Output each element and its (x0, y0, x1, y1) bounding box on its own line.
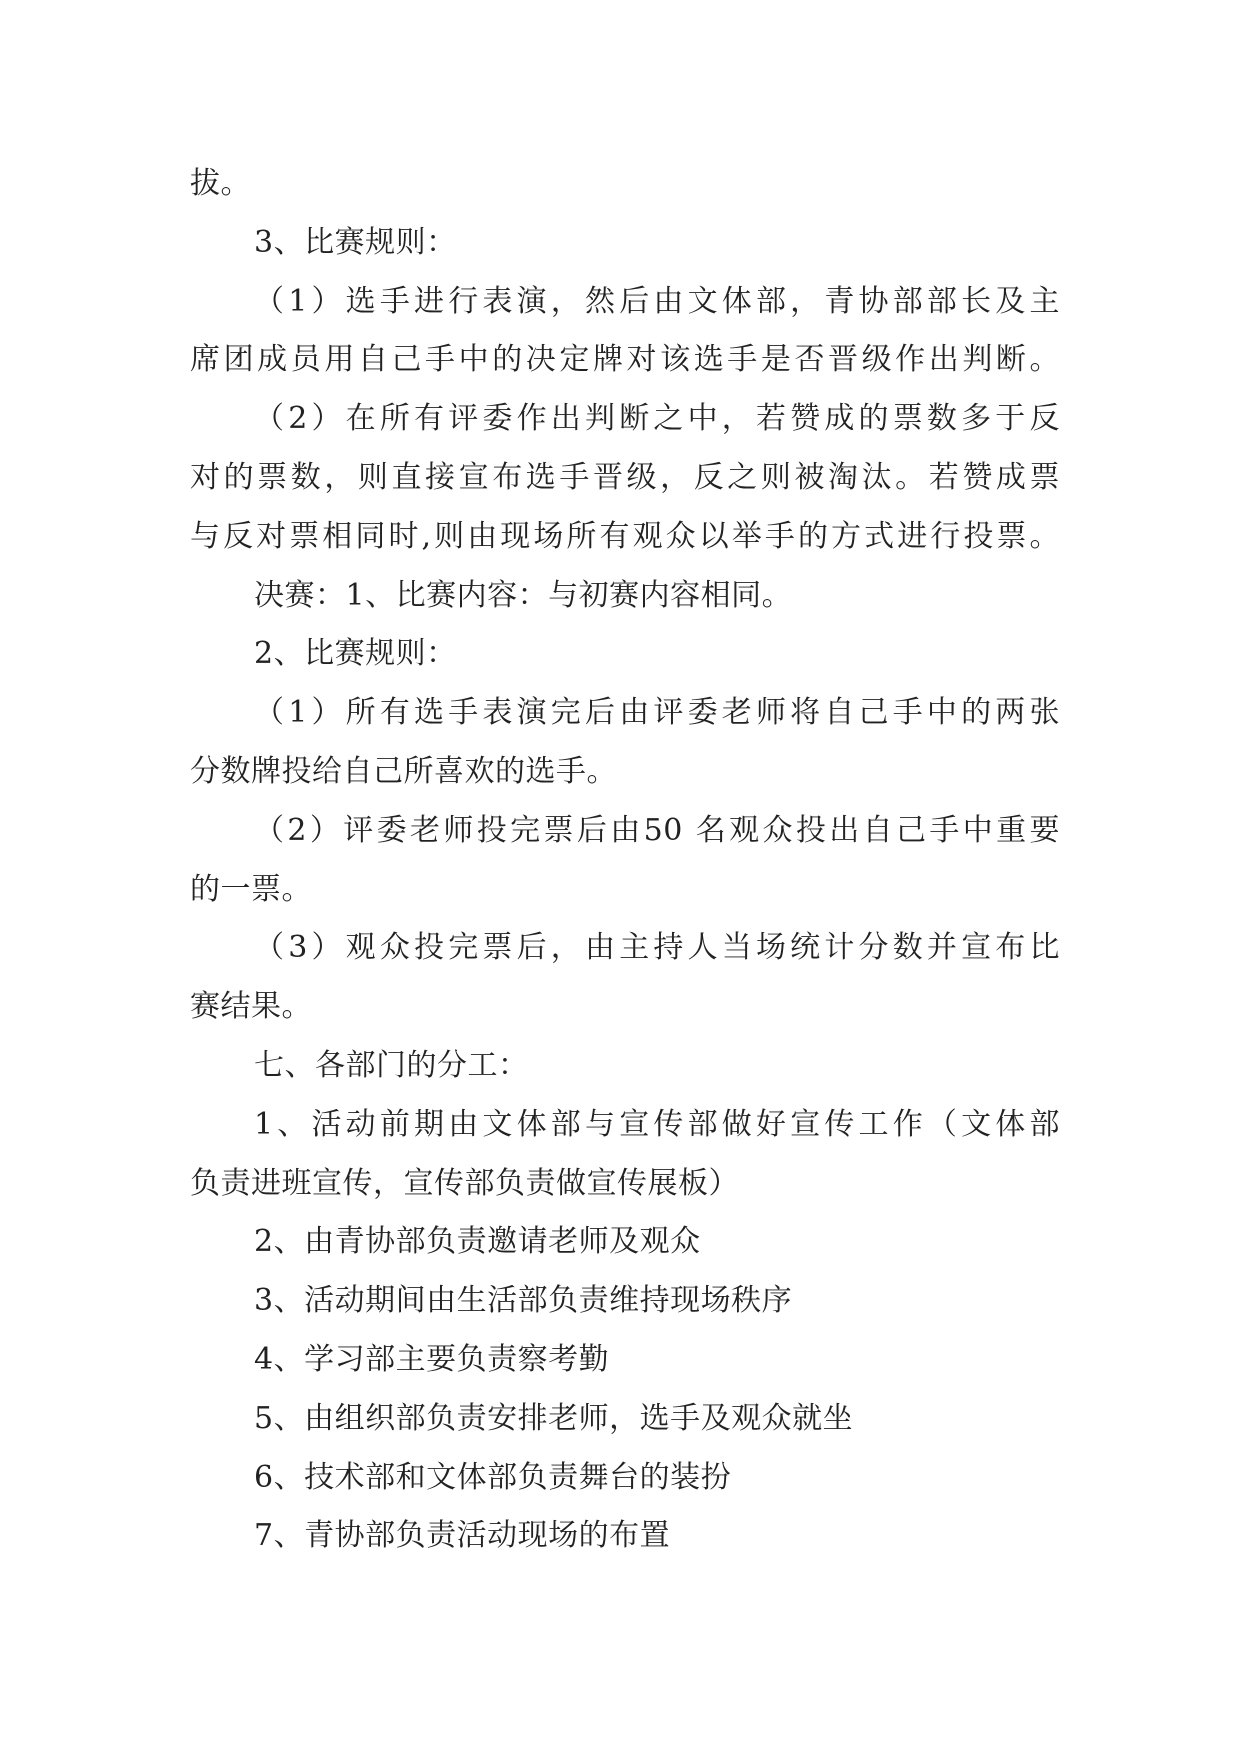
document-body (190, 155, 1060, 1566)
text-line: 1、活动前期由文体部与宣传部做好宣传工作（文体部 (254, 1106, 1060, 1142)
text-line: 4、学习部主要负责察考勤 (254, 1341, 610, 1377)
text-line: 3、比赛规则： (254, 224, 457, 260)
text-line: 决赛：1、比赛内容：与初赛内容相同。 (254, 577, 793, 613)
text-line: （2）评委老师投完票后由50 名观众投出自己手中重要 (254, 812, 1060, 848)
text-line: 赛结果。 (190, 989, 312, 1025)
text-line: （3）观众投完票后，由主持人当场统计分数并宣布比 (254, 930, 1060, 966)
text-line: 5、由组织部负责安排老师，选手及观众就坐 (254, 1400, 854, 1436)
text-line: 的一票。 (190, 871, 312, 907)
text-line: 拔。 (190, 166, 251, 201)
text-line: 与反对票相同时,则由现场所有观众以举手的方式进行投票。 (190, 518, 1060, 554)
text-line: 2、由青协部负责邀请老师及观众 (254, 1224, 701, 1260)
text-line: 2、比赛规则： (254, 636, 457, 672)
text-line: 对的票数，则直接宣布选手晋级，反之则被淘汰。若赞成票 (190, 459, 1060, 495)
text-line: 七、各部门的分工： (254, 1047, 529, 1083)
text-line: （1）所有选手表演完后由评委老师将自己手中的两张 (254, 695, 1060, 731)
text-line: 7、青协部负责活动现场的布置 (254, 1518, 671, 1554)
text-line: （2）在所有评委作出判断之中，若赞成的票数多于反 (254, 401, 1060, 437)
text-line: 分数牌投给自己所喜欢的选手。 (190, 753, 617, 789)
text-line: 3、活动期间由生活部负责维持现场秩序 (254, 1283, 793, 1319)
text-line: 席团成员用自己手中的决定牌对该选手是否晋级作出判断。 (190, 342, 1060, 378)
text-line: 负责进班宣传，宣传部负责做宣传展板） (190, 1165, 739, 1201)
text-line: 6、技术部和文体部负责舞台的装扮 (254, 1459, 732, 1495)
text-line: （1）选手进行表演，然后由文体部，青协部部长及主 (254, 283, 1060, 319)
